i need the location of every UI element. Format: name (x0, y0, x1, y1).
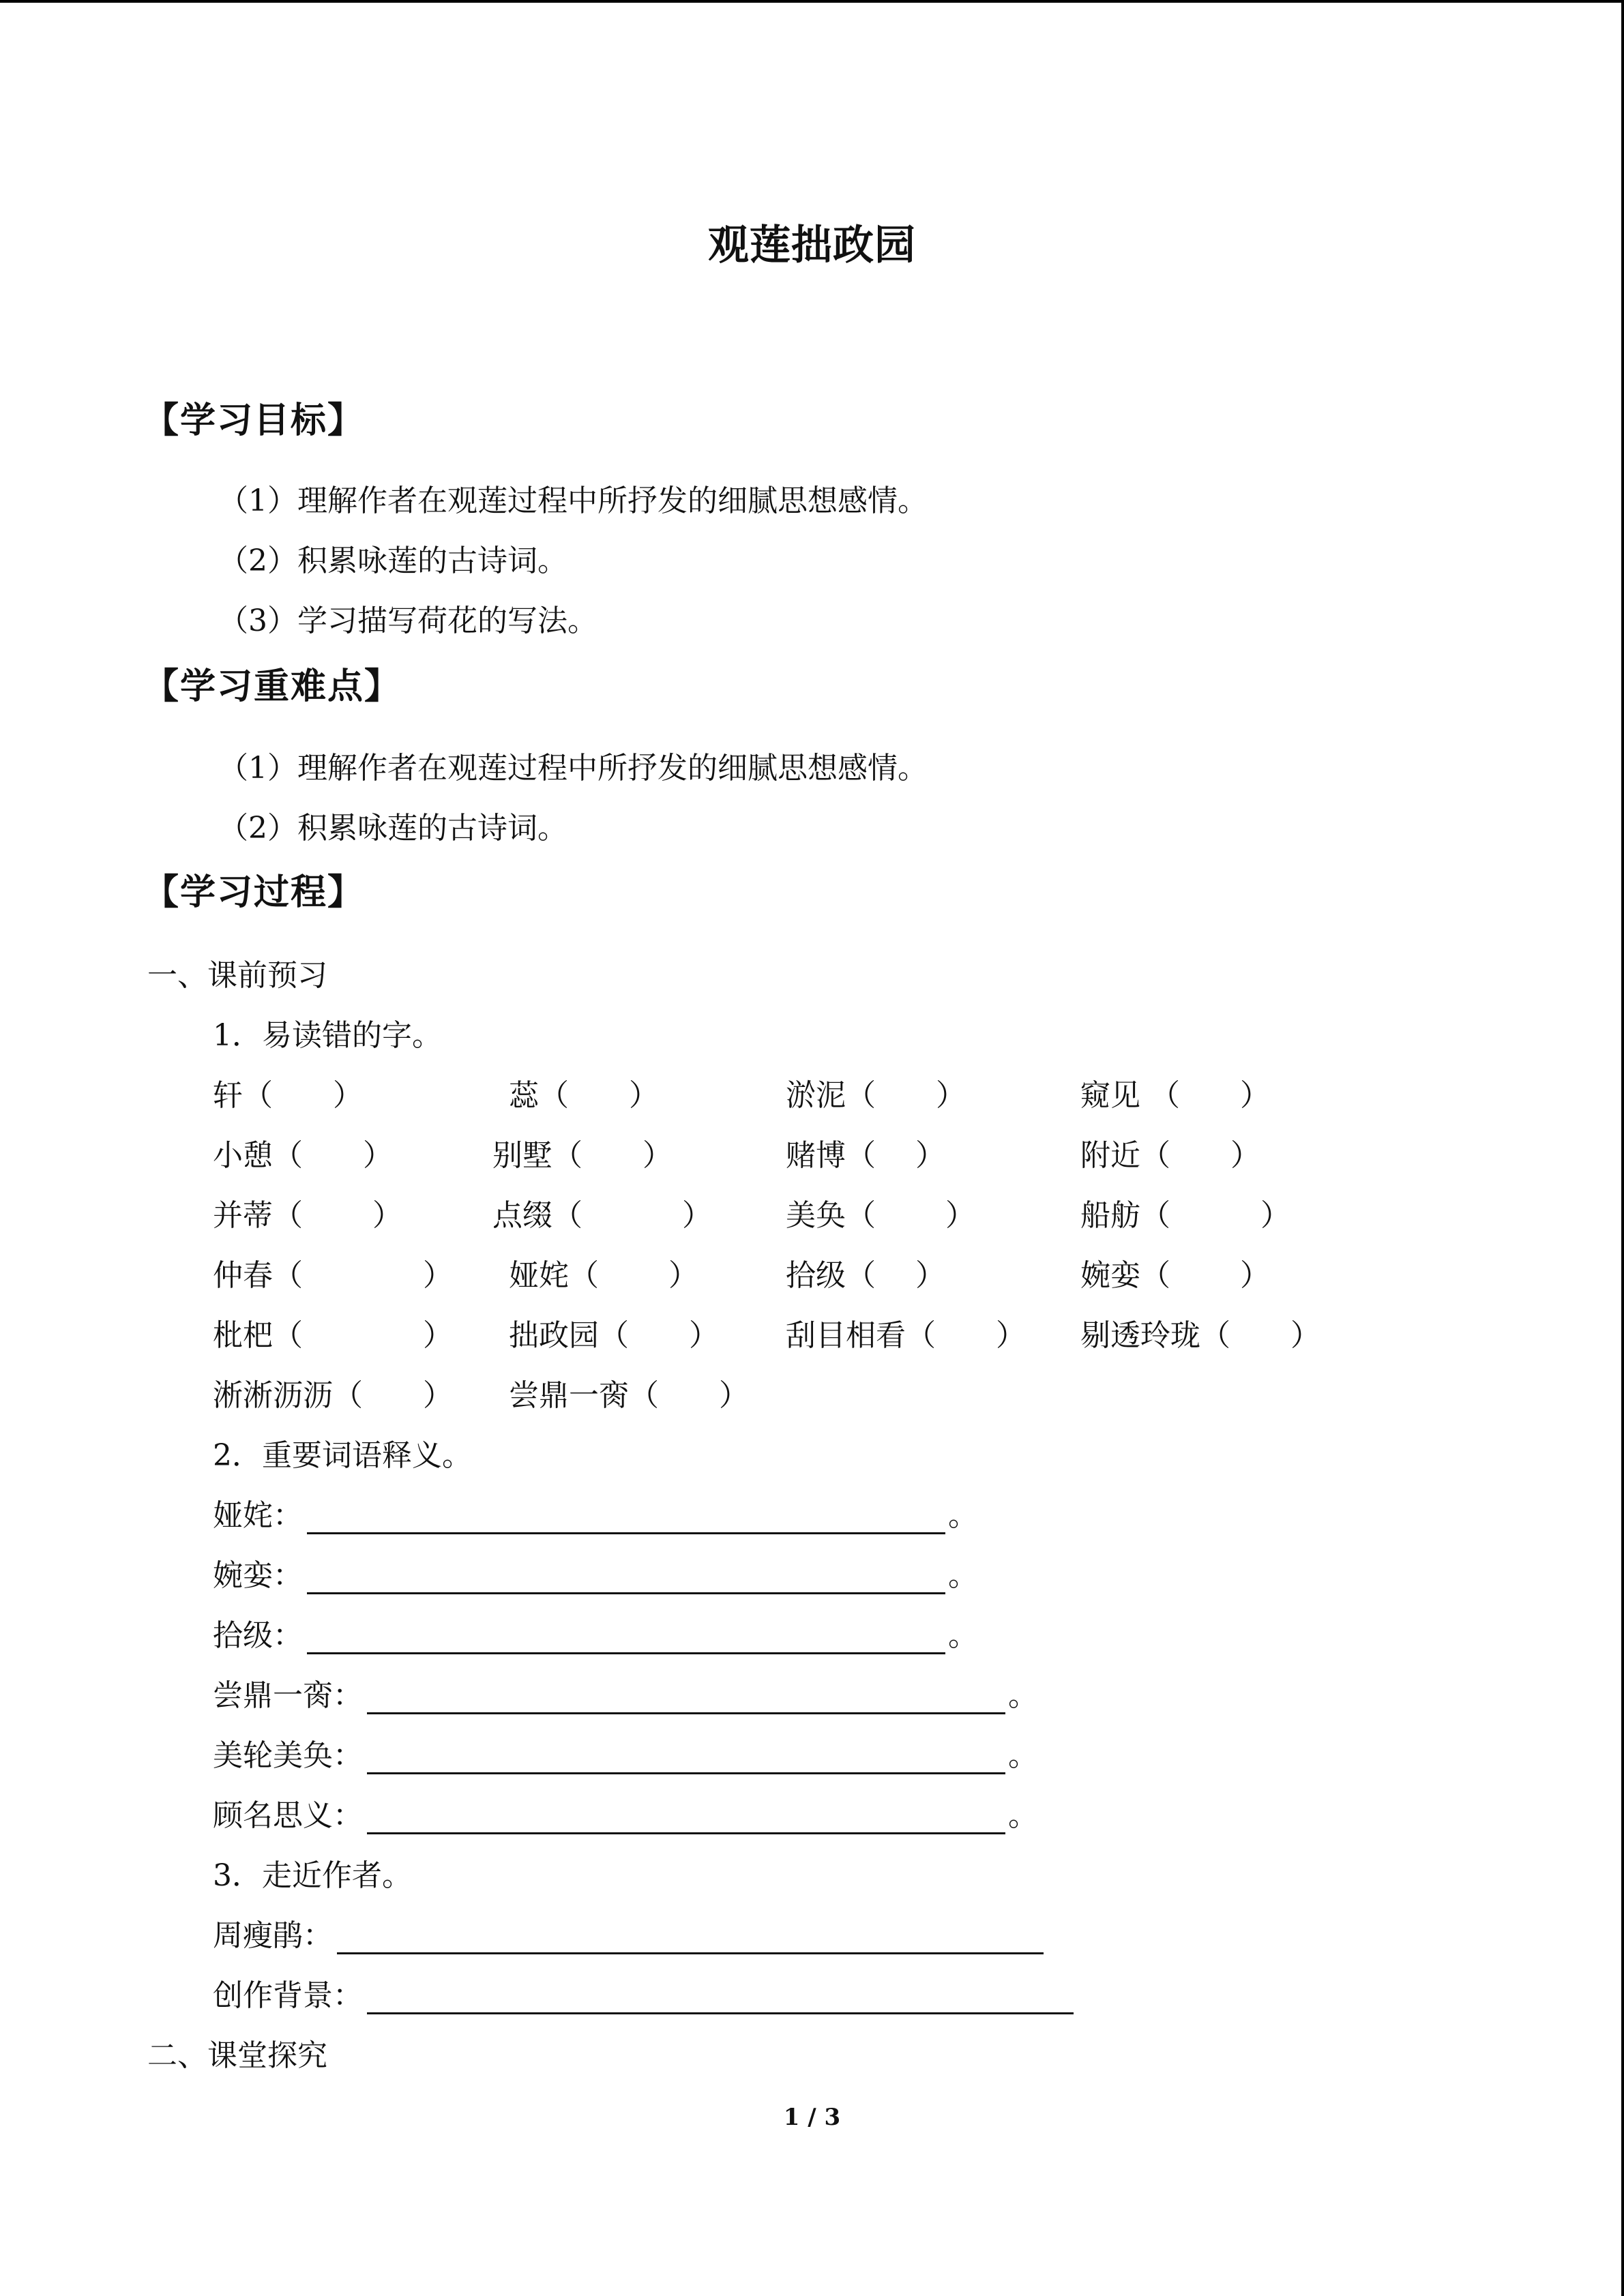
pinyin-item: 娅姹（ ） (509, 1258, 698, 1293)
pinyin-item: 婉娈（ ） (1080, 1258, 1270, 1293)
term-row (213, 1491, 978, 1534)
author-row (213, 1911, 1046, 1954)
q3-label: 3．走近作者。 (213, 1858, 412, 1893)
term-end: 。 (948, 1498, 978, 1533)
key-point-item: （2）积累咏莲的古诗词。 (218, 811, 567, 846)
pinyin-item: 附近（ ） (1080, 1138, 1260, 1173)
term-row (213, 1791, 1038, 1834)
pinyin-item: 淅淅沥沥（ ） (213, 1378, 453, 1413)
pinyin-item: 点缀（ ） (492, 1198, 712, 1233)
q2-label: 2．重要词语释义。 (213, 1438, 472, 1473)
answer-blank[interactable] (337, 1925, 1044, 1954)
term-label: 顾名思义： (213, 1798, 363, 1833)
classroom-label: 二、课堂探究 (147, 2038, 327, 2073)
goal-item: （1）理解作者在观莲过程中所抒发的细腻思想感情。 (218, 483, 928, 518)
key-points-heading: 【学习重难点】 (143, 666, 402, 707)
term-end: 。 (1008, 1738, 1038, 1773)
key-point-item: （1）理解作者在观莲过程中所抒发的细腻思想感情。 (218, 751, 928, 786)
goals-heading: 【学习目标】 (143, 400, 365, 441)
term-row (213, 1551, 978, 1594)
page-number: 1 / 3 (783, 2104, 841, 2131)
background-label: 创作背景： (213, 1978, 363, 2013)
pinyin-item: 淤泥（ ） (786, 1078, 966, 1113)
answer-blank[interactable] (307, 1625, 945, 1654)
pinyin-item: 蕊（ ） (509, 1078, 659, 1113)
pinyin-item: 赌博（ ） (786, 1138, 945, 1173)
pinyin-item: 剔透玲珑（ ） (1080, 1318, 1320, 1353)
term-row (213, 1671, 1038, 1714)
pinyin-item: 船舫（ ） (1080, 1198, 1290, 1233)
term-end: 。 (1008, 1798, 1038, 1833)
pinyin-item: 仲春（ ） (213, 1258, 453, 1293)
term-label: 婉娈： (213, 1558, 303, 1593)
pinyin-item: 刮目相看（ ） (786, 1318, 1026, 1353)
background-row (213, 1971, 1076, 2014)
pinyin-item: 美奂（ ） (786, 1198, 975, 1233)
pinyin-item: 并蒂（ ） (213, 1198, 402, 1233)
pinyin-item: 尝鼎一脔（ ） (509, 1378, 749, 1413)
answer-blank[interactable] (367, 1805, 1005, 1834)
pinyin-item: 轩（ ） (213, 1078, 363, 1113)
answer-blank[interactable] (367, 1985, 1074, 2014)
page-title: 观莲拙政园 (708, 222, 916, 269)
term-label: 尝鼎一脔： (213, 1678, 363, 1713)
term-label: 美轮美奂： (213, 1738, 363, 1773)
pinyin-item: 窥见 （ ） (1080, 1078, 1270, 1113)
pinyin-item: 拾级（ ） (786, 1258, 945, 1293)
pinyin-item: 小憩（ ） (213, 1138, 393, 1173)
term-row (213, 1731, 1038, 1774)
process-heading: 【学习过程】 (143, 871, 365, 913)
answer-blank[interactable] (307, 1505, 945, 1534)
pinyin-item: 拙政园（ ） (509, 1318, 719, 1353)
term-end: 。 (1008, 1678, 1038, 1713)
pinyin-item: 别墅（ ） (492, 1138, 673, 1173)
term-end: 。 (948, 1558, 978, 1593)
answer-blank[interactable] (307, 1565, 945, 1594)
preview-label: 一、课前预习 (147, 958, 327, 993)
term-row (213, 1611, 978, 1654)
author-label: 周瘦鹃： (213, 1918, 333, 1953)
answer-blank[interactable] (367, 1745, 1005, 1774)
q1-label: 1．易读错的字。 (213, 1018, 442, 1053)
answer-blank[interactable] (367, 1685, 1005, 1714)
term-label: 拾级： (213, 1618, 303, 1653)
pinyin-item: 枇杷（ ） (213, 1318, 453, 1353)
term-end: 。 (948, 1618, 978, 1653)
goal-item: （3）学习描写荷花的写法。 (218, 603, 597, 638)
goal-item: （2）积累咏莲的古诗词。 (218, 543, 567, 578)
term-label: 娅姹： (213, 1498, 303, 1533)
